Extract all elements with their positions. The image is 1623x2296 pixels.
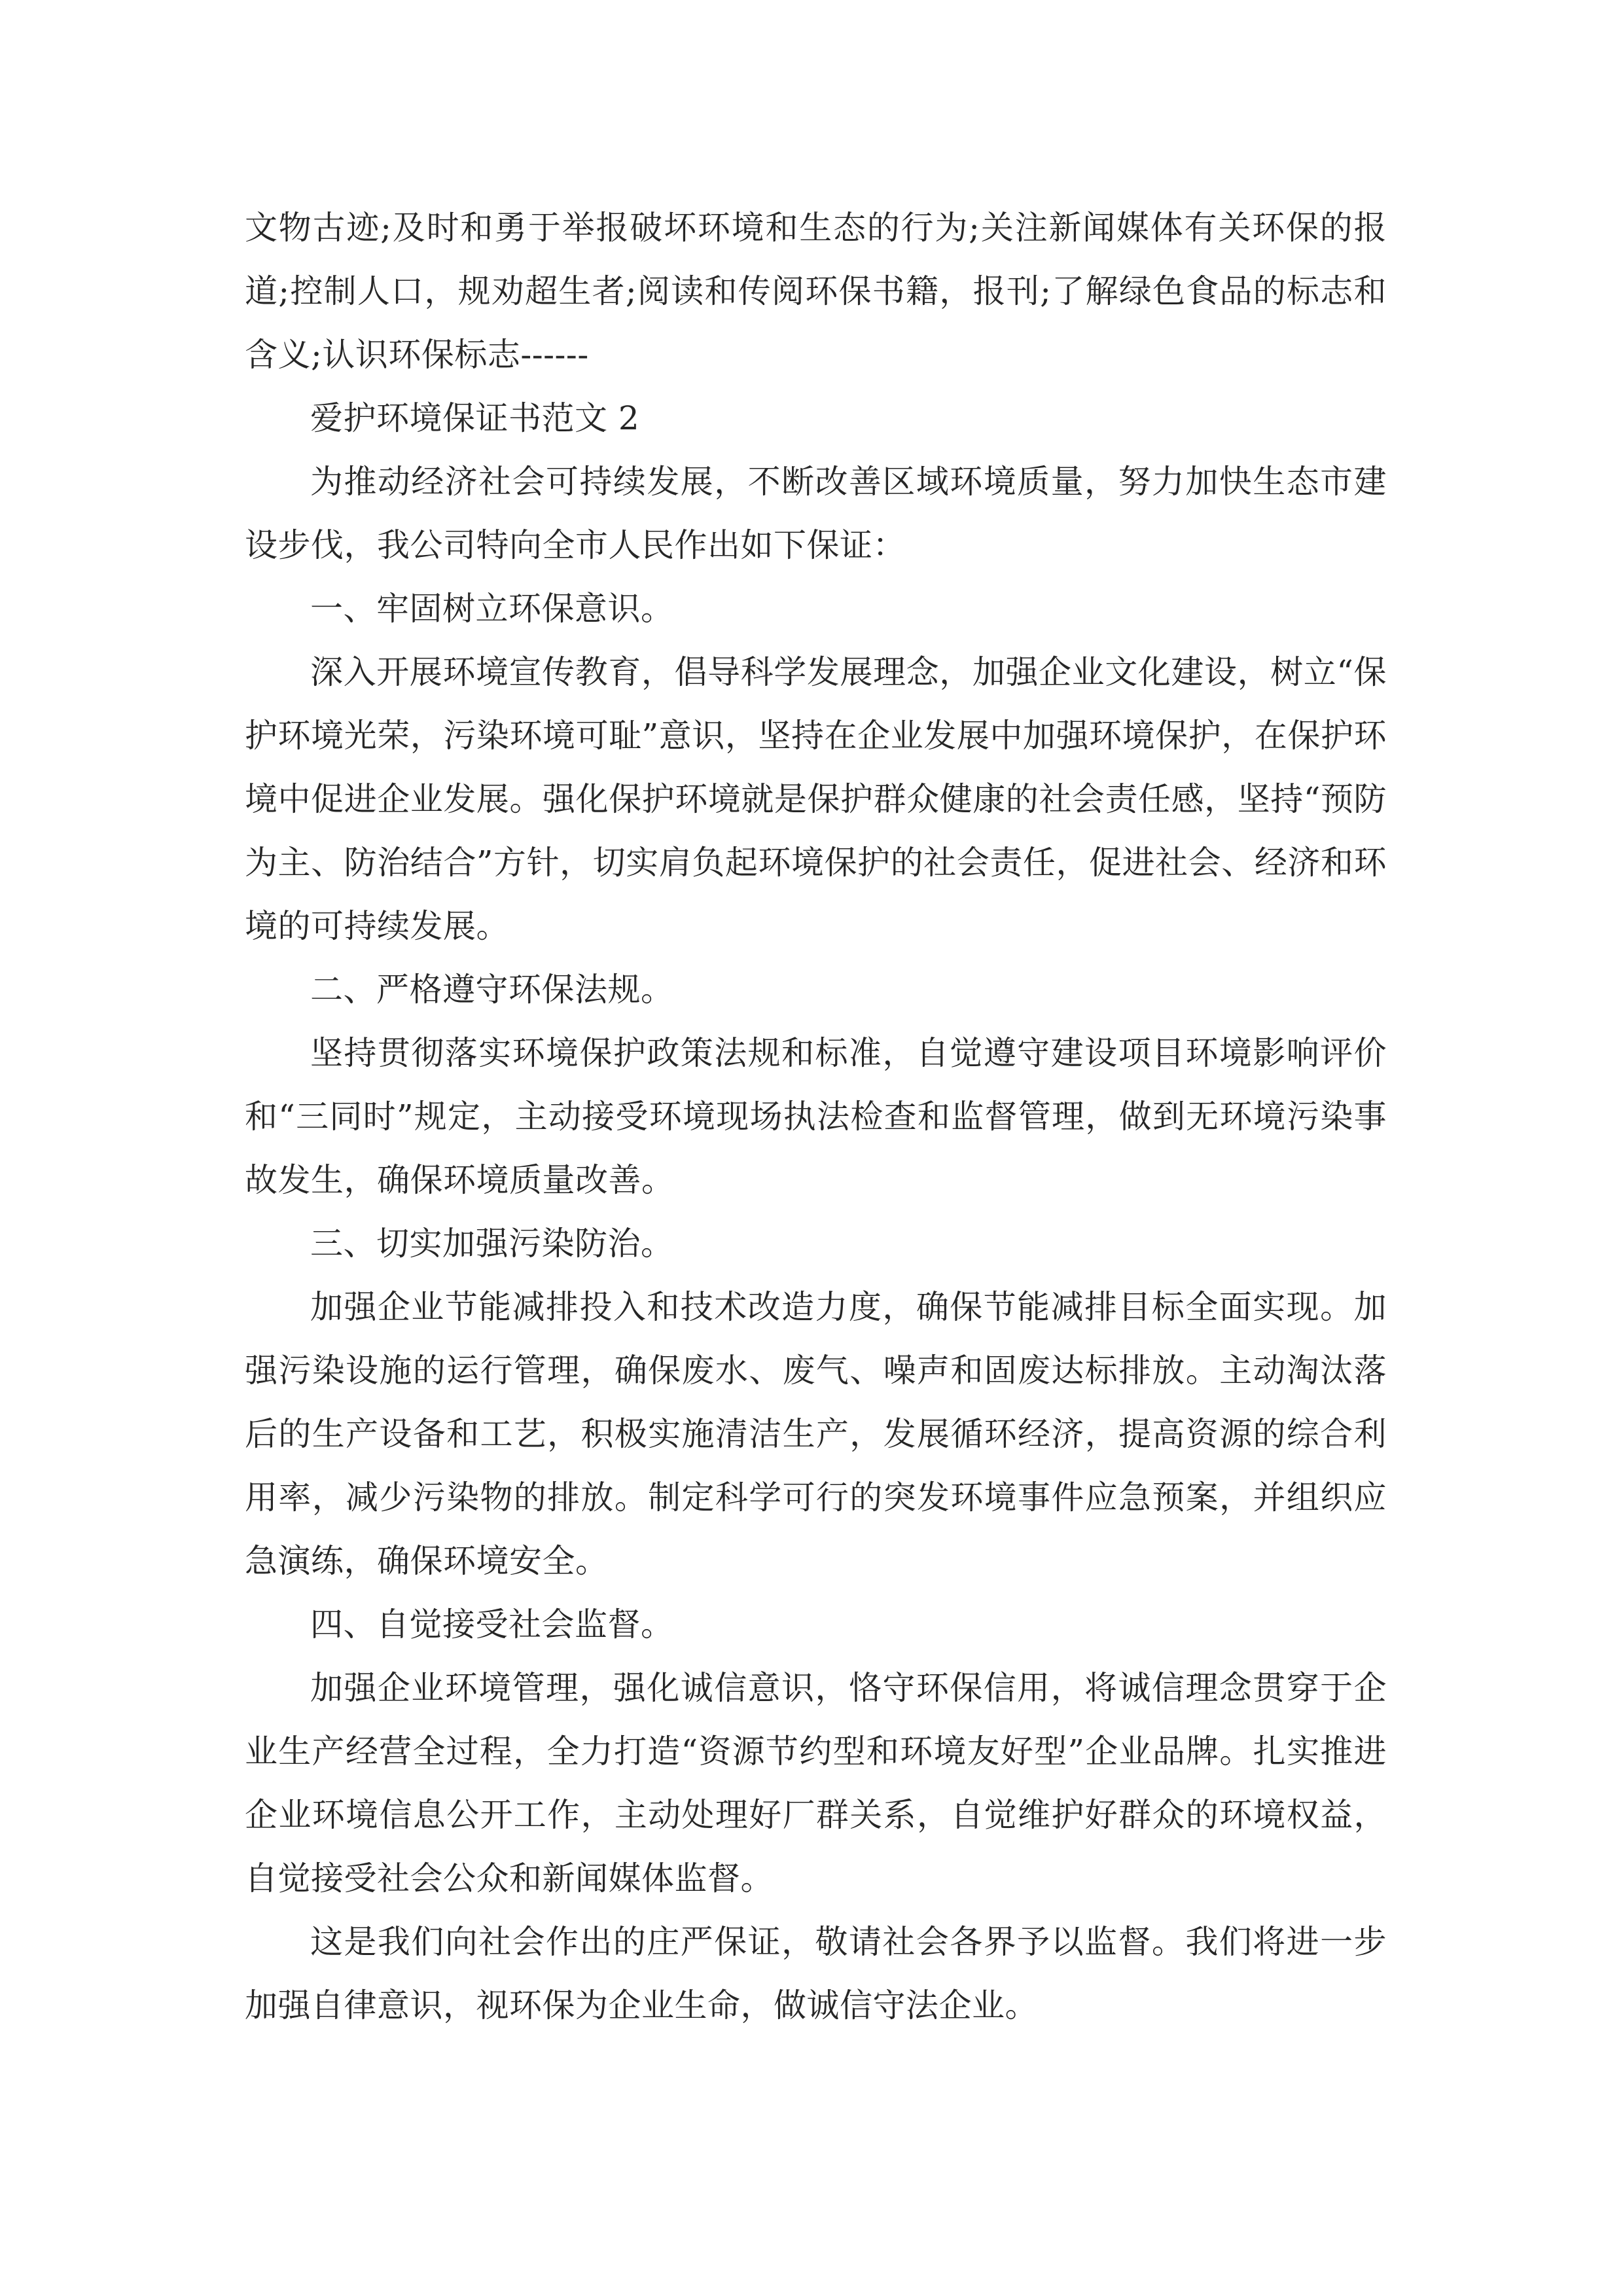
body-paragraph: 加强企业环境管理，强化诚信意识，恪守环保信用，将诚信理念贯穿于企业生产经营全过程，全力打造“资源节约型和环境友好型”企业品牌。扎实推进企业环境信息公开工作，主动处理好厂群关系，自觉维护好群众的环境权益，自觉接受社会公众和新闻媒体监督。: [245, 1669, 1387, 1897]
body-paragraph: 深入开展环境宣传教育，倡导科学发展理念，加强企业文化建设，树立“保护环境光荣，污染环境可耻”意识，坚持在企业发展中加强环境保护，在保护环境中促进企业发展。强化保护环境就是保护群众健康的社会责任感，坚持“预防为主、防治结合”方针，切实肩负起环境保护的社会责任，促进社会、经济和环境的可持续发展。: [245, 653, 1387, 945]
section-title: 爱护环境保证书范文 2: [310, 399, 640, 437]
body-paragraph: 加强企业节能减排投入和技术改造力度，确保节能减排目标全面实现。加强污染设施的运行管理，确保废水、废气、噪声和固废达标排放。主动淘汰落后的生产设备和工艺，积极实施清洁生产，发展循环经济，提高资源的综合利用率，减少污染物的排放。制定科学可行的突发环境事件应急预案，并组织应急演练，确保环境安全。: [245, 1288, 1387, 1580]
body-paragraph: 坚持贯彻落实环境保护政策法规和标准，自觉遵守建设项目环境影响评价和“三同时”规定，主动接受环境现场执法检查和监督管理，做到无环境污染事故发生，确保环境质量改善。: [245, 1034, 1387, 1199]
section-heading: 四、自觉接受社会监督。: [310, 1605, 674, 1643]
closing-paragraph: 这是我们向社会作出的庄严保证，敬请社会各界予以监督。我们将进一步加强自律意识，视环保为企业生命，做诚信守法企业。: [245, 1923, 1387, 2024]
document-body: [245, 196, 1387, 2037]
body-paragraph: 为推动经济社会可持续发展，不断改善区域环境质量，努力加快生态市建设步伐，我公司特向全市人民作出如下保证：: [245, 463, 1387, 564]
section-heading: 二、严格遵守环保法规。: [310, 971, 674, 1009]
section-heading: 一、牢固树立环保意识。: [310, 590, 674, 628]
body-paragraph: 文物古迹;及时和勇于举报破坏环境和生态的行为;关注新闻媒体有关环保的报道;控制人口，规劝超生者;阅读和传阅环保书籍，报刊;了解绿色食品的标志和含义;认识环保标志------: [245, 209, 1387, 374]
section-heading: 三、切实加强污染防治。: [310, 1225, 674, 1263]
